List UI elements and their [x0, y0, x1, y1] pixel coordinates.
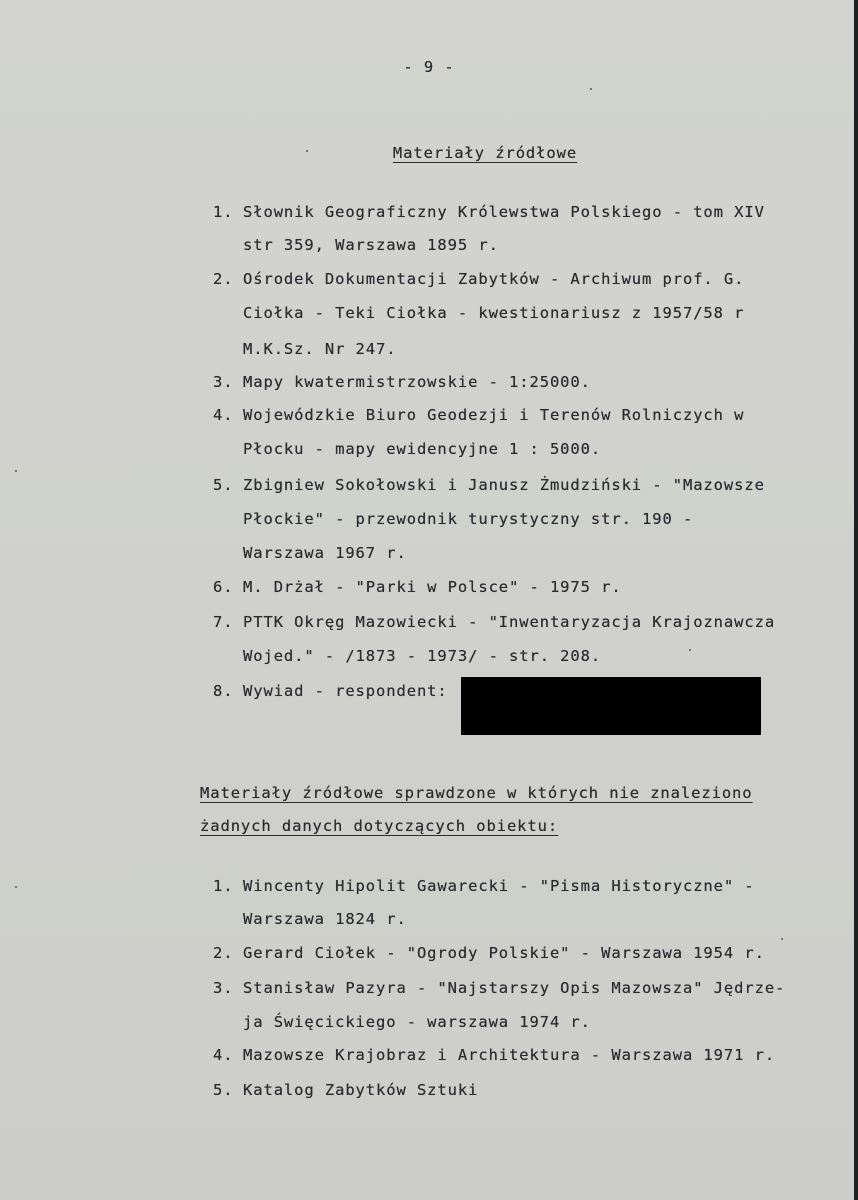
list-item-line: Katalog Zabytków Sztuki	[243, 1081, 479, 1099]
scan-speck	[781, 938, 783, 940]
list-item-line: Ciołka - Teki Ciołka - kwestionariusz z 1957/58 r	[243, 304, 745, 322]
list-item-line: Płocku - mapy ewidencyjne 1 : 5000.	[243, 440, 602, 458]
list-item-line: Warszawa 1967 r.	[243, 544, 407, 562]
page-number: - 9 -	[403, 58, 455, 76]
list-item-number: 3.	[213, 373, 234, 391]
scan-speck	[689, 649, 691, 651]
section-heading-sources: Materiały źródłowe	[392, 144, 578, 162]
list-item-number: 5.	[213, 1081, 234, 1099]
list-item-number: 8.	[213, 682, 234, 700]
scan-speck	[15, 886, 17, 888]
list-item-line: str 359, Warszawa 1895 r.	[243, 236, 499, 254]
list-item-number: 2.	[213, 270, 234, 288]
list-item-number: 1.	[213, 877, 234, 895]
list-item-line: M. Drżał - "Parki w Polsce" - 1975 r.	[243, 578, 622, 596]
list-item-number: 7.	[213, 613, 234, 631]
list-item-line: Wojewódzkie Biuro Geodezji i Terenów Rolniczych w	[243, 406, 745, 424]
list-item-line: Gerard Ciołek - "Ogrody Polskie" - Warszawa 1954 r.	[243, 944, 765, 962]
list-item-line: Ośrodek Dokumentacji Zabytków - Archiwum prof. G.	[243, 270, 745, 288]
list-item-number: 5.	[213, 476, 234, 494]
list-item-line: M.K.Sz. Nr 247.	[243, 340, 397, 358]
scan-speck	[15, 470, 17, 472]
list-item-number: 4.	[213, 406, 234, 424]
list-item-number: 4.	[213, 1046, 234, 1064]
list-item-line: Mazowsze Krajobraz i Architektura - Warszawa 1971 r.	[243, 1046, 776, 1064]
list-item-line: Mapy kwatermistrzowskie - 1:25000.	[243, 373, 591, 391]
scan-speck	[590, 88, 592, 90]
section-heading-checked-sources-cont: żadnych danych dotyczących obiektu:	[200, 817, 559, 835]
list-item-line: Płockie" - przewodnik turystyczny str. 190 -	[243, 510, 694, 528]
redaction-block	[461, 677, 761, 735]
list-item-number: 1.	[213, 203, 234, 221]
list-item-line: Warszawa 1824 r.	[243, 910, 407, 928]
list-item-line: PTTK Okręg Mazowiecki - "Inwentaryzacja Krajoznawcza	[243, 613, 776, 631]
list-item-line: Słownik Geograficzny Królewstwa Polskiego - tom XIV	[243, 203, 765, 221]
scan-speck	[306, 150, 308, 152]
list-item-number: 6.	[213, 578, 234, 596]
list-item-line: ja Święcickiego - warszawa 1974 r.	[243, 1013, 591, 1031]
list-item-line: Zbigniew Sokołowski i Janusz Żmudziński - "Mazowsze	[243, 476, 765, 494]
list-item-line: Wincenty Hipolit Gawarecki - "Pisma Historyczne" -	[243, 877, 755, 895]
list-item-line: Stanisław Pazyra - "Najstarszy Opis Mazowsza" Jędrze-	[243, 979, 786, 997]
list-item-line: Wywiad - respondent:	[243, 682, 448, 700]
list-item-number: 3.	[213, 979, 234, 997]
section-heading-checked-sources: Materiały źródłowe sprawdzone w których nie znaleziono	[200, 784, 753, 802]
list-item-line: Wojed." - /1873 - 1973/ - str. 208.	[243, 647, 602, 665]
list-item-number: 2.	[213, 944, 234, 962]
